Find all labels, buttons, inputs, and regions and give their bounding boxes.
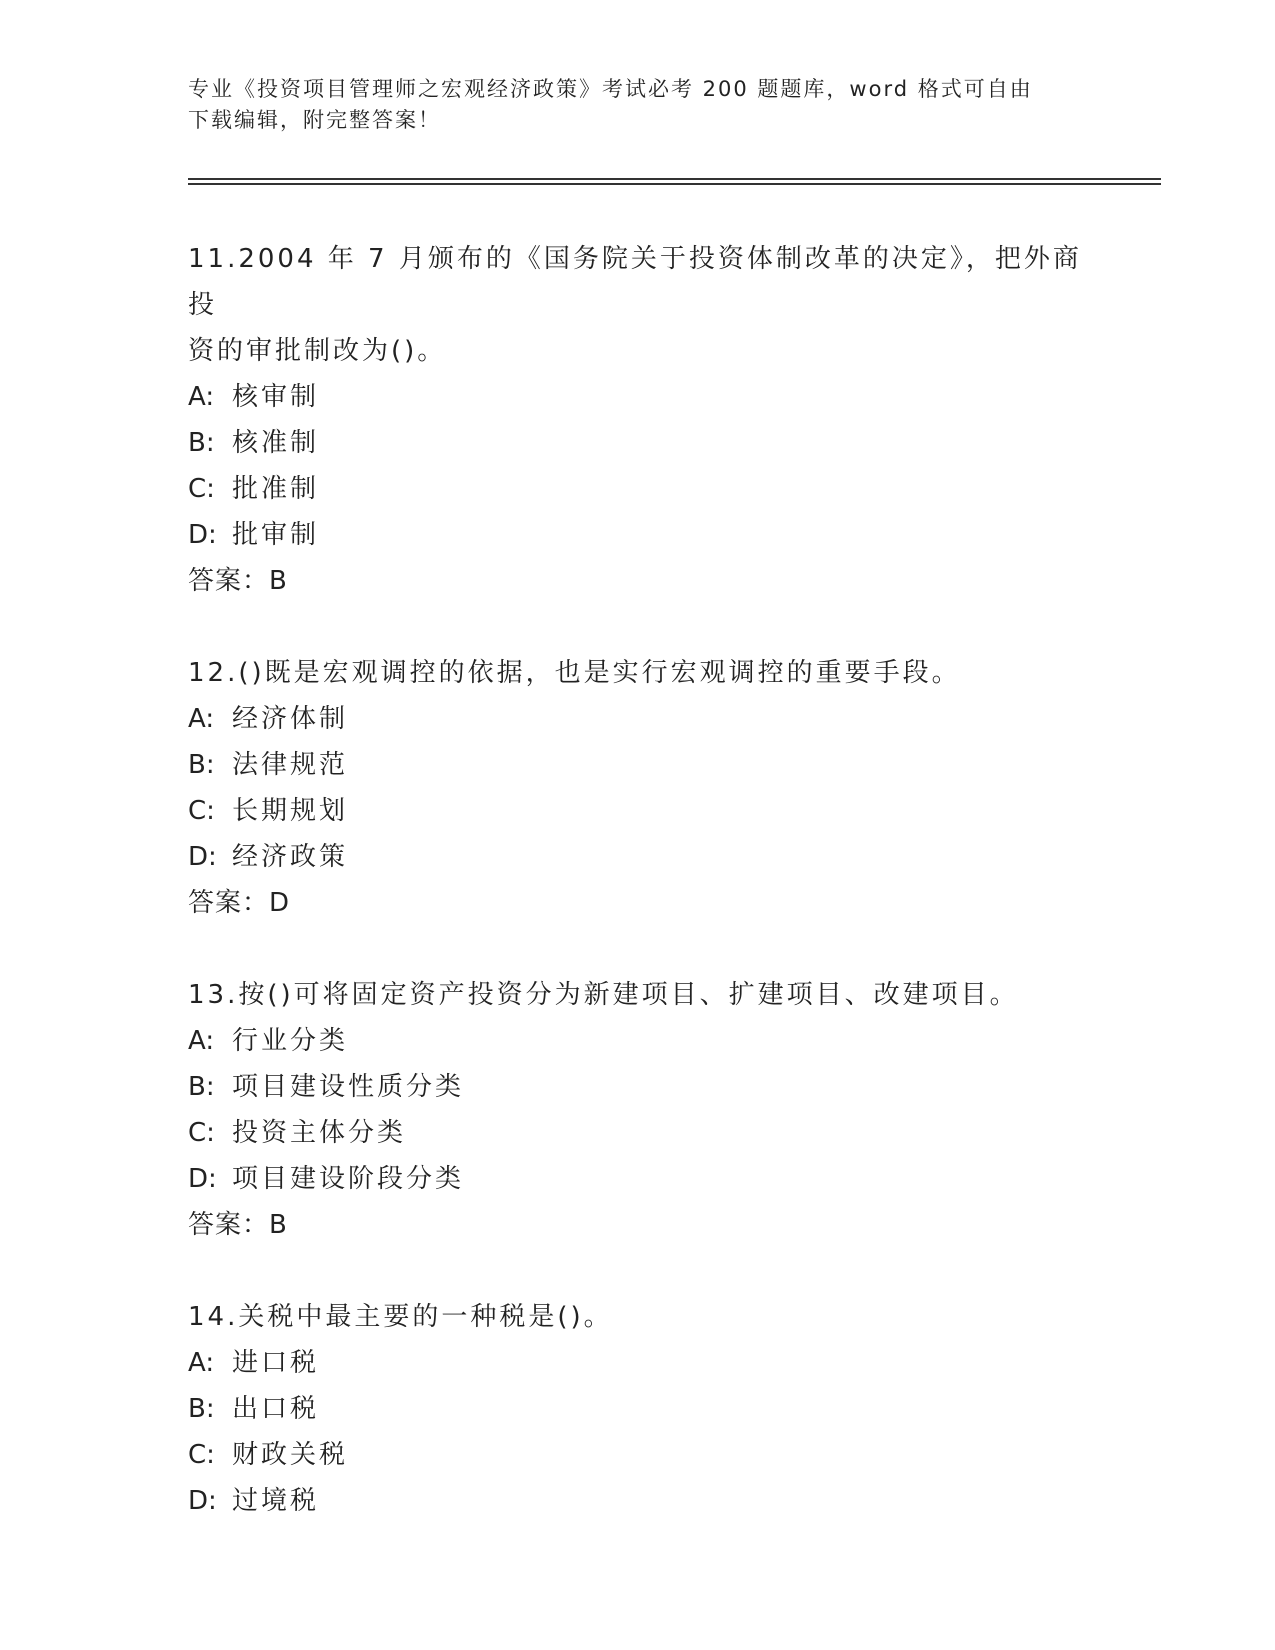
option-text: 批准制 xyxy=(232,474,320,504)
option-letter: D: xyxy=(188,1486,217,1516)
option-letter: B: xyxy=(188,1072,215,1102)
question-spacer xyxy=(188,926,1108,972)
question-stem xyxy=(188,650,1108,696)
option-d xyxy=(188,512,1108,558)
option-letter: C: xyxy=(188,796,215,826)
option-letter: D: xyxy=(188,520,217,550)
header-line-2: 下载编辑，附完整答案！ xyxy=(188,108,441,132)
answer-line: 答案：D xyxy=(188,888,291,918)
option-b xyxy=(188,420,1108,466)
option-letter: B: xyxy=(188,750,215,780)
option-text: 过境税 xyxy=(232,1486,320,1516)
option-text: 进口税 xyxy=(232,1348,320,1378)
question-list xyxy=(188,236,1108,1524)
option-a xyxy=(188,374,1108,420)
option-text: 经济体制 xyxy=(232,704,349,734)
header-divider-bottom xyxy=(188,183,1161,185)
option-letter: B: xyxy=(188,1394,215,1424)
option-c xyxy=(188,788,1108,834)
question-14 xyxy=(188,1294,1108,1524)
question-spacer xyxy=(188,1248,1108,1294)
option-text: 行业分类 xyxy=(232,1026,349,1056)
answer-line: 答案：B xyxy=(188,1210,288,1240)
option-d xyxy=(188,1156,1108,1202)
option-c xyxy=(188,466,1108,512)
option-b xyxy=(188,742,1108,788)
option-b xyxy=(188,1064,1108,1110)
option-text: 经济政策 xyxy=(232,842,349,872)
option-text: 投资主体分类 xyxy=(232,1118,407,1148)
option-text: 批审制 xyxy=(232,520,320,550)
option-letter: C: xyxy=(188,474,215,504)
question-stem xyxy=(188,972,1108,1018)
option-letter: C: xyxy=(188,1118,215,1148)
option-text: 项目建设阶段分类 xyxy=(232,1164,465,1194)
option-a xyxy=(188,696,1108,742)
option-text: 核准制 xyxy=(232,428,320,458)
option-letter: A: xyxy=(188,704,215,734)
option-text: 财政关税 xyxy=(232,1440,349,1470)
option-letter: A: xyxy=(188,382,215,412)
option-letter: C: xyxy=(188,1440,215,1470)
question-stem-line: 资的审批制改为()。 xyxy=(188,336,447,366)
option-a xyxy=(188,1018,1108,1064)
question-stem-line: 12.()既是宏观调控的依据，也是实行宏观调控的重要手段。 xyxy=(188,658,961,688)
option-d xyxy=(188,1478,1108,1524)
question-stem-line: 14.关税中最主要的一种税是()。 xyxy=(188,1302,613,1332)
option-letter: D: xyxy=(188,1164,217,1194)
question-stem xyxy=(188,236,1108,374)
question-stem-line: 13.按()可将固定资产投资分为新建项目、扩建项目、改建项目。 xyxy=(188,980,1019,1010)
option-b xyxy=(188,1386,1108,1432)
answer-line: 答案：B xyxy=(188,566,288,596)
option-letter: B: xyxy=(188,428,215,458)
header-divider-top xyxy=(188,178,1161,180)
option-text: 出口税 xyxy=(232,1394,320,1424)
option-letter: D: xyxy=(188,842,217,872)
option-text: 长期规划 xyxy=(232,796,349,826)
question-11 xyxy=(188,236,1108,604)
option-text: 核审制 xyxy=(232,382,320,412)
question-13 xyxy=(188,972,1108,1248)
question-stem-line: 11.2004 年 7 月颁布的《国务院关于投资体制改革的决定》，把外商投 xyxy=(188,244,1082,320)
option-d xyxy=(188,834,1108,880)
option-text: 项目建设性质分类 xyxy=(232,1072,465,1102)
option-letter: A: xyxy=(188,1026,215,1056)
header-line-1: 专业《投资项目管理师之宏观经济政策》考试必考 200 题题库，word 格式可自由 xyxy=(188,77,1033,101)
document-header xyxy=(188,74,1088,136)
option-a xyxy=(188,1340,1108,1386)
option-text: 法律规范 xyxy=(232,750,349,780)
question-spacer xyxy=(188,604,1108,650)
option-letter: A: xyxy=(188,1348,215,1378)
option-c xyxy=(188,1110,1108,1156)
option-c xyxy=(188,1432,1108,1478)
question-stem xyxy=(188,1294,1108,1340)
question-12 xyxy=(188,650,1108,926)
